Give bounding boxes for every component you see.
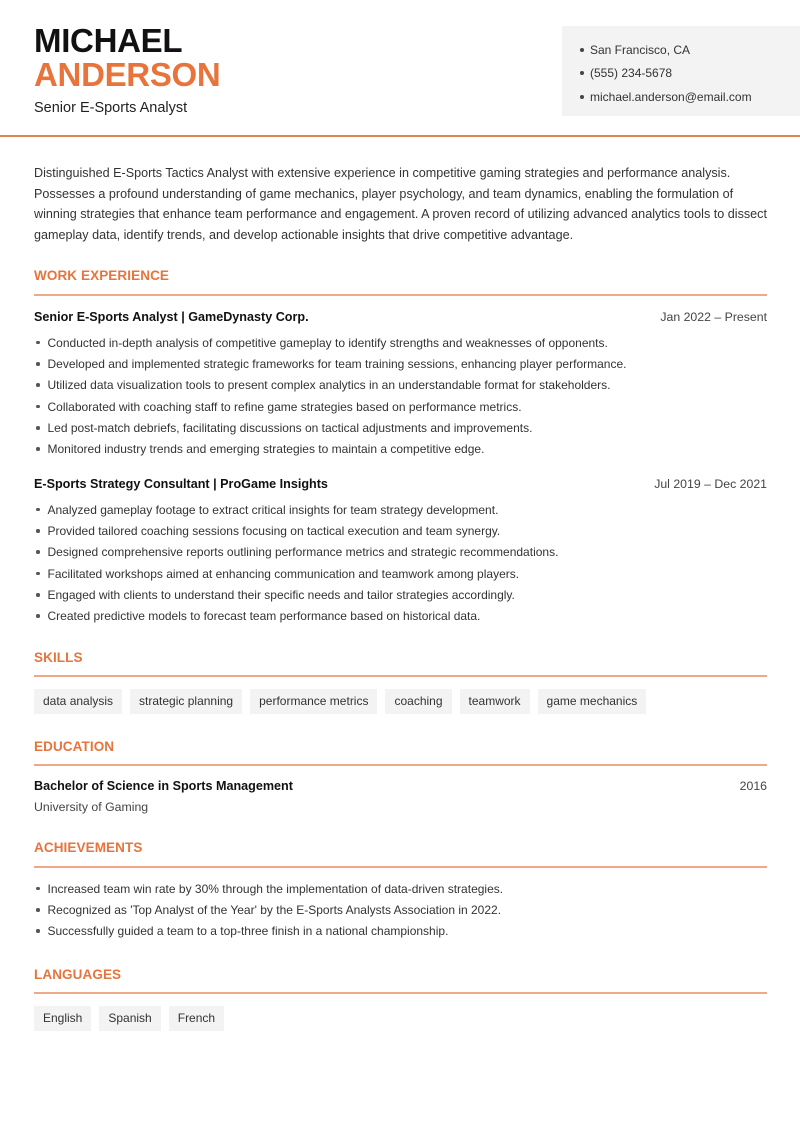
list-item [34, 563, 767, 584]
bullet-text: Developed and implemented strategic frameworks for team training sessions, enhancing player performance. [47, 356, 627, 371]
contact-location [580, 38, 800, 62]
bullet-text: Led post-match debriefs, facilitating discussions on tactical adjustments and improvements. [47, 420, 533, 435]
skill-tag: performance metrics [250, 689, 377, 714]
section-title-achievements: ACHIEVEMENTS [34, 840, 143, 855]
bullet-text: Facilitated workshops aimed at enhancing communication and teamwork among players. [47, 566, 520, 581]
bullet-icon [36, 550, 40, 554]
job-title: Senior E-Sports Analyst [34, 100, 188, 116]
skill-tag: data analysis [34, 689, 122, 714]
skill-tag: teamwork [460, 689, 530, 714]
achievement-bullets [34, 878, 767, 942]
contact-email[interactable] [580, 85, 800, 109]
section-divider [34, 764, 767, 766]
bullet-icon [36, 447, 40, 451]
bullet-text: Recognized as 'Top Analyst of the Year' by the E-Sports Analysts Association in 2022. [47, 902, 502, 917]
contact-text: (555) 234-5678 [590, 66, 673, 81]
summary: Distinguished E-Sports Tactics Analyst with extensive experience in competitive gaming strategies and performance analysis. Possesses a profound understanding of game mechanics, player psychology, and team dynamics, enabling the formulation of winning strategies that enhance team performance and engagement. A proven record of utilizing advanced analytics tools to dissect gameplay data, identify trends, and develop actionable insights that drive competitive advantage. [34, 166, 767, 243]
skill-tag: game mechanics [538, 689, 647, 714]
job-bullets [34, 499, 767, 627]
list-item [34, 899, 767, 920]
contact-text: San Francisco, CA [590, 42, 691, 57]
job-role: Senior E-Sports Analyst | GameDynasty Corp. [34, 310, 309, 324]
list-item [34, 332, 767, 353]
skill-tag: coaching [385, 689, 451, 714]
list-item [34, 499, 767, 520]
contact-text[interactable]: michael.anderson@email.com [590, 89, 752, 104]
list-item [34, 375, 767, 396]
first-name: MICHAEL [34, 22, 183, 59]
bullet-icon [36, 614, 40, 618]
job-header [34, 477, 767, 491]
section-title-work: WORK EXPERIENCE [34, 268, 170, 283]
bullet-icon [580, 95, 584, 99]
education-school: University of Gaming [34, 800, 149, 814]
list-item [34, 921, 767, 942]
education-year: 2016 [739, 779, 767, 793]
bullet-icon [36, 405, 40, 409]
list-item [34, 396, 767, 417]
section-title-education: EDUCATION [34, 739, 115, 754]
bullet-text: Analyzed gameplay footage to extract critical insights for team strategy development. [47, 502, 499, 517]
bullet-icon [36, 593, 40, 597]
bullet-text: Provided tailored coaching sessions focusing on tactical execution and team synergy. [47, 523, 501, 538]
language-tag: Spanish [99, 1006, 160, 1031]
bullet-icon [36, 383, 40, 387]
language-tag: English [34, 1006, 91, 1031]
section-divider [34, 675, 767, 677]
list-item [34, 520, 767, 541]
last-name: ANDERSON [34, 56, 221, 93]
resume-header [0, 0, 800, 137]
bullet-icon [36, 908, 40, 912]
section-divider [34, 866, 767, 868]
bullet-icon [36, 929, 40, 933]
bullet-text: Increased team win rate by 30% through the implementation of data-driven strategies. [47, 881, 504, 896]
job-dates: Jul 2019 – Dec 2021 [654, 477, 767, 491]
bullet-text: Successfully guided a team to a top-three finish in a national championship. [47, 924, 449, 939]
job-dates: Jan 2022 – Present [660, 310, 767, 324]
list-item [34, 878, 767, 899]
bullet-icon [580, 48, 584, 52]
bullet-icon [580, 71, 584, 75]
section-divider [34, 992, 767, 994]
bullet-text: Utilized data visualization tools to present complex analytics in an understandable format for stakeholders. [47, 378, 611, 393]
bullet-text: Designed comprehensive reports outlining performance metrics and strategic recommendations. [47, 545, 559, 560]
bullet-text: Created predictive models to forecast team performance based on historical data. [47, 609, 481, 624]
list-item [34, 438, 767, 459]
section-divider [34, 294, 767, 296]
bullet-text: Conducted in-depth analysis of competitive gameplay to identify strengths and weaknesses of opponents. [47, 335, 608, 350]
bullet-icon [36, 341, 40, 345]
section-title-skills: SKILLS [34, 650, 83, 665]
bullet-icon [36, 508, 40, 512]
skills-tags [34, 689, 646, 714]
bullet-text: Engaged with clients to understand their specific needs and tailor strategies accordingly. [47, 587, 515, 602]
contact-box [562, 26, 800, 116]
list-item [34, 584, 767, 605]
bullet-text: Collaborated with coaching staff to refine game strategies based on performance metrics. [47, 399, 522, 414]
education-header [34, 779, 767, 793]
list-item [34, 353, 767, 374]
education-degree: Bachelor of Science in Sports Management [34, 779, 293, 793]
bullet-icon [36, 887, 40, 891]
job-role: E-Sports Strategy Consultant | ProGame Insights [34, 477, 328, 491]
list-item [34, 605, 767, 626]
section-title-languages: LANGUAGES [34, 967, 122, 982]
job-bullets [34, 332, 767, 460]
bullet-icon [36, 572, 40, 576]
language-tag: French [169, 1006, 224, 1031]
list-item [34, 417, 767, 438]
skill-tag: strategic planning [130, 689, 242, 714]
bullet-text: Monitored industry trends and emerging strategies to maintain a competitive edge. [47, 442, 485, 457]
language-tags [34, 1006, 224, 1031]
bullet-icon [36, 529, 40, 533]
job-header [34, 310, 767, 324]
bullet-icon [36, 426, 40, 430]
bullet-icon [36, 362, 40, 366]
contact-phone [580, 62, 800, 86]
list-item [34, 542, 767, 563]
